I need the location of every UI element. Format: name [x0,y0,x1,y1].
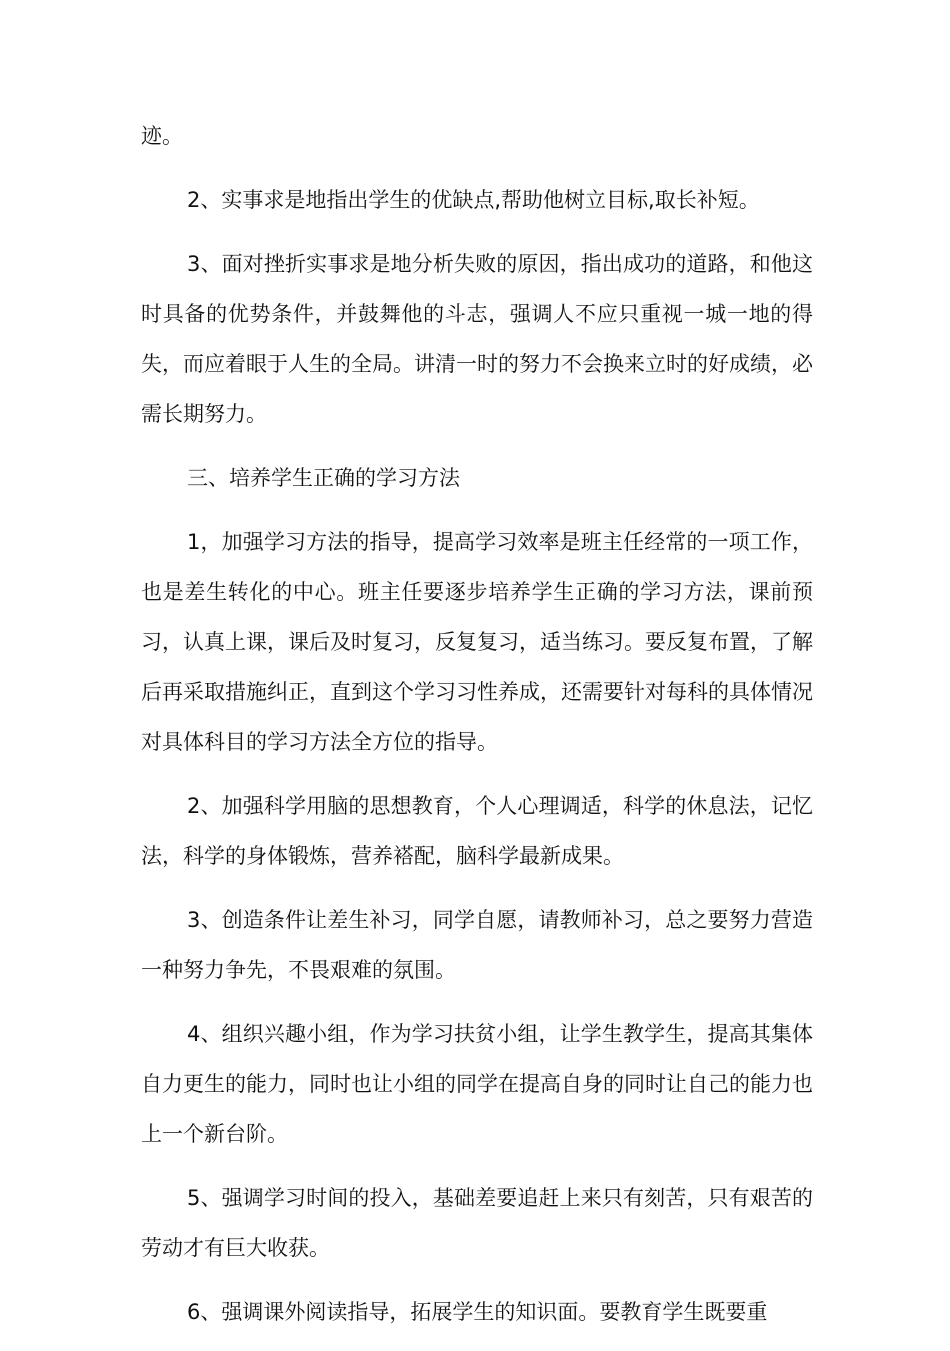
paragraph-method-3: 3、创造条件让差生补习，同学自愿，请教师补习，总之要努力营造一种努力争先，不畏艰难的氛围。 [141,908,813,982]
paragraph-continuation: 迹。 [141,124,183,148]
paragraph-method-6: 6、强调课外阅读指导，拓展学生的知识面。要教育学生既要重 [187,1300,768,1324]
paragraph-method-2: 2、加强科学用脑的思想教育，个人心理调适，科学的休息法，记忆法，科学的身体锻炼，营养褡配，脑科学最新成果。 [141,794,813,868]
paragraph-method-5: 5、强调学习时间的投入，基础差要追赶上来只有刻苦，只有艰苦的劳动才有巨大收获。 [141,1186,813,1260]
paragraph-item-2: 2、实事求是地指出学生的优缺点,帮助他树立目标,取长补短。 [187,188,760,212]
paragraph-method-1: 1，加强学习方法的指导，提高学习效率是班主任经常的一项工作，也是差生转化的中心。班主任要逐步培养学生正确的学习方法，课前预习，认真上课，课后及时复习，反复复习，适当练习。要反复布置，了解后再采取措施纠正，直到这个学习习性养成，还需要针对每科的具体情况对具体科目的学习方法全方位的指导。 [141,530,813,754]
section-heading: 三、培养学生正确的学习方法 [187,466,460,490]
document-body [141,111,813,1351]
paragraph-method-4: 4、组织兴趣小组，作为学习扶贫小组，让学生教学生，提高其集体自力更生的能力，同时也让小组的同学在提高自身的同时让自己的能力也上一个新台阶。 [141,1022,813,1146]
paragraph-item-3: 3、面对挫折实事求是地分析失败的原因，指出成功的道路，和他这时具备的优势条件，并鼓舞他的斗志，强调人不应只重视一城一地的得失，而应着眼于人生的全局。讲清一时的努力不会换来立时的好成绩，必需长期努力。 [141,252,813,426]
